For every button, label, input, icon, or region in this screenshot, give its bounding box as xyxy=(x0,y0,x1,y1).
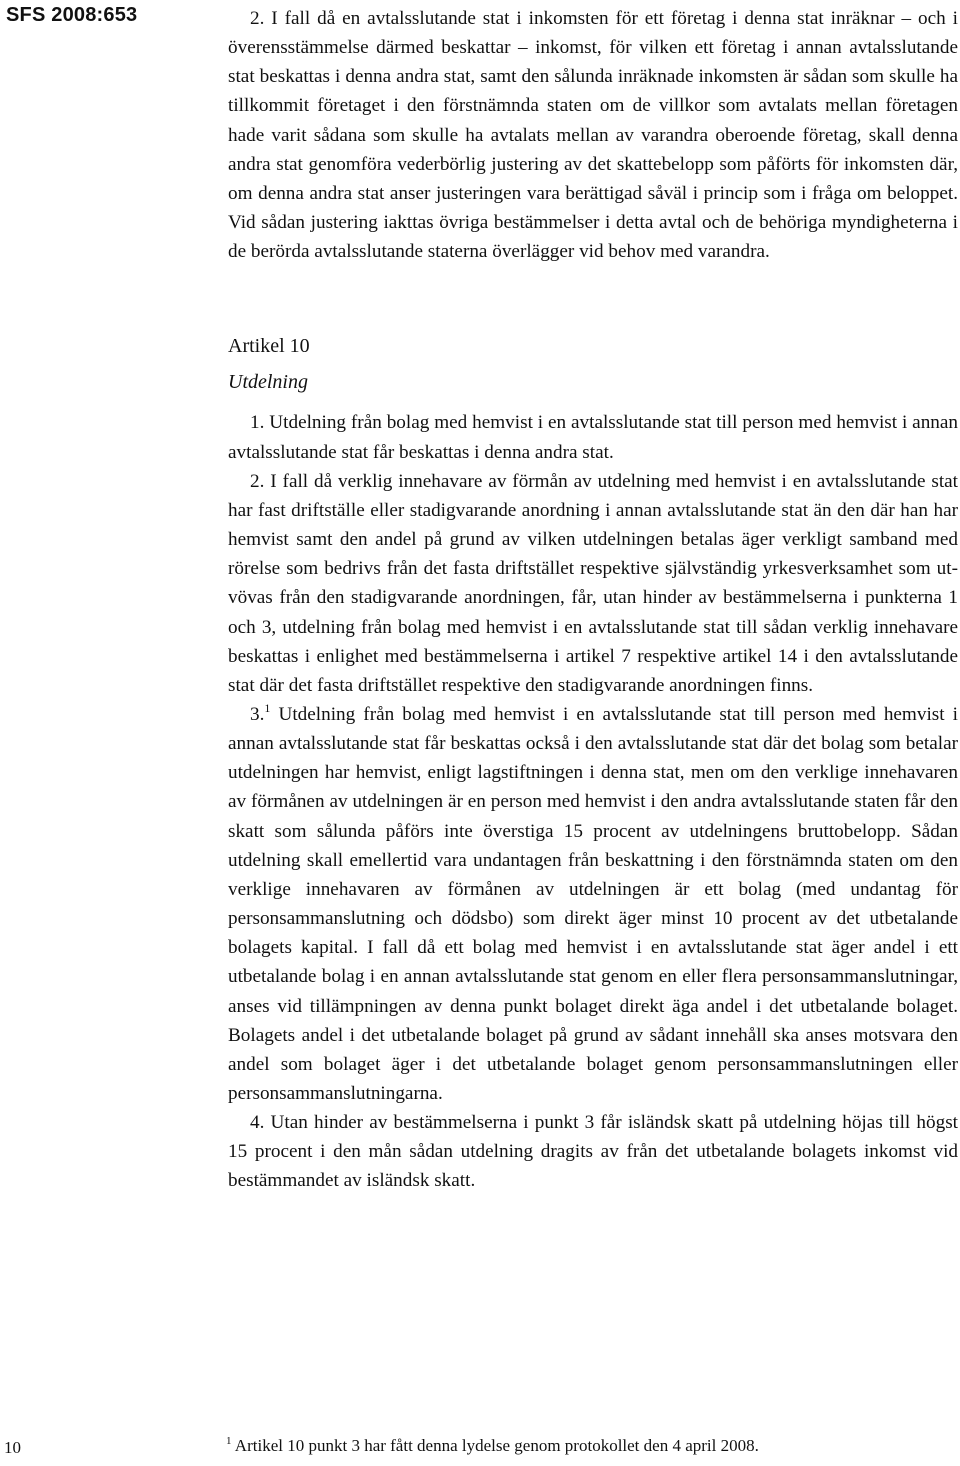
paragraph-1: 1. Utdelning från bolag med hemvist i en avtalsslutande stat till person med hemvist i annan avtalsslutande stat får beskattas i denna andra stat. xyxy=(228,412,958,463)
paragraph-intro: 2. I fall då en avtalsslutande stat i inkomsten för ett företag i denna stat inräknar – och i överensstämmelse därmed beskattar – inkomst, för vilken ett företag i annan avtalsslutande stat beskattas i denna andra stat, samt den sålunda inräknade inkomsten är sådan som skulle ha tillkommit företaget i den förstnämnda staten om de villkor som avtalats mellan företagen hade varit sådana som skulle ha avtalats mellan av varandra oberoende företag, skall denna andra stat genomföra vederbörlig justering av det skattebelopp som påförts för inkomsten där, om denna andra stat anser justeringen vara berättigad såväl i princip som i fråga om beloppet. Vid sådan justering iakttas övriga bestämmelser i detta avtal och de behöriga myndigheterna i de berörda avtalsslutande staterna överlägger vid behov med varandra. xyxy=(228,8,958,263)
paragraph-4: 4. Utan hinder av bestämmelserna i punkt 3 får isländsk skatt på utdelning höjas till högst 15 procent i den mån sådan utdelning dragits av från det utbetalande bolagets inkomst vid bestämmandet av isländsk skatt. xyxy=(228,1112,958,1192)
article-heading: Artikel 10 xyxy=(228,335,310,358)
document-body xyxy=(228,4,958,1196)
article-subheading: Utdelning xyxy=(228,371,308,394)
footnote-reference[interactable]: 1 xyxy=(264,700,271,715)
paragraph-2: 2. I fall då verklig innehavare av förmån av utdelning med hemvist i en avtalsslutande stat har fast driftställe eller stadigvarande anordning i annan avtalsslutande stat än den där han har hemvist samt den andel på grund av vilken utdelningen betalas äger verkligt samband med rörelse som bedrivs från det fasta driftstället respektive självständig yrkesverksamhet som utvövas från den stadigvarande anordningen, får, utan hinder av bestämmelserna i punkterna 1 och 3, utdelning från bolag med hemvist i en avtalsslutande stat till sådan verklig innehavare beskattas i enlighet med bestämmelserna i artikel 7 respektive artikel 14 i den avtalsslutande stat där det fasta driftstället respektive den stadigvarande anordningen finns. xyxy=(228,470,958,696)
paragraph-3-text: Utdelning från bolag med hemvist i en avtalsslutande stat till person med hemvist i annan avtalsslutande stat får beskattas också i den avtalsslutande stat där det bolag som betalar utdelningen har hemvist, enligt lagstiftningen i denna stat, men om den verklige innehavaren av förmånen av utdelningen är en person med hemvist i den andra avtalsslutande staten får den skatt som sålunda påförs inte överstiga 15 procent av utdelningens bruttobelopp. Sådan utdelning skall emellertid vara undantagen från beskattning i den förstnämnda staten om den verklige innehavaren av förmånen av utdelningen är ett bolag (med undantag för personsammanslutning och dödsbo) som direkt äger minst 10 procent av det utbetalande bolagets kapital. I fall då ett bolag med hemvist i en avtalsslutande stat äger andel i ett utbetalande bolag i en annan avtalsslutande stat genom en eller flera personsammanslutningar, anses vid tillämpningen av denna punkt bolaget direkt äga andel i det utbetalande bolaget. Bolagets andel i det utbetalande bolaget på grund av sådant innehåll ska anses motsvara den andel som bolaget äger i det utbetalande bolaget genom personsammanslutningen eller personsammanslutningarna. xyxy=(228,703,958,1104)
document-reference: SFS 2008:653 xyxy=(6,4,138,26)
footnote-marker: 1 xyxy=(226,1435,232,1447)
page-number: 10 xyxy=(4,1438,21,1457)
paragraph-3-number: 3. xyxy=(250,703,265,725)
footnote-text: Artikel 10 punkt 3 har fått denna lydelse genom protokollet den 4 april 2008. xyxy=(231,1436,759,1455)
paragraph-3 xyxy=(228,700,958,1108)
footnote xyxy=(226,1436,759,1456)
